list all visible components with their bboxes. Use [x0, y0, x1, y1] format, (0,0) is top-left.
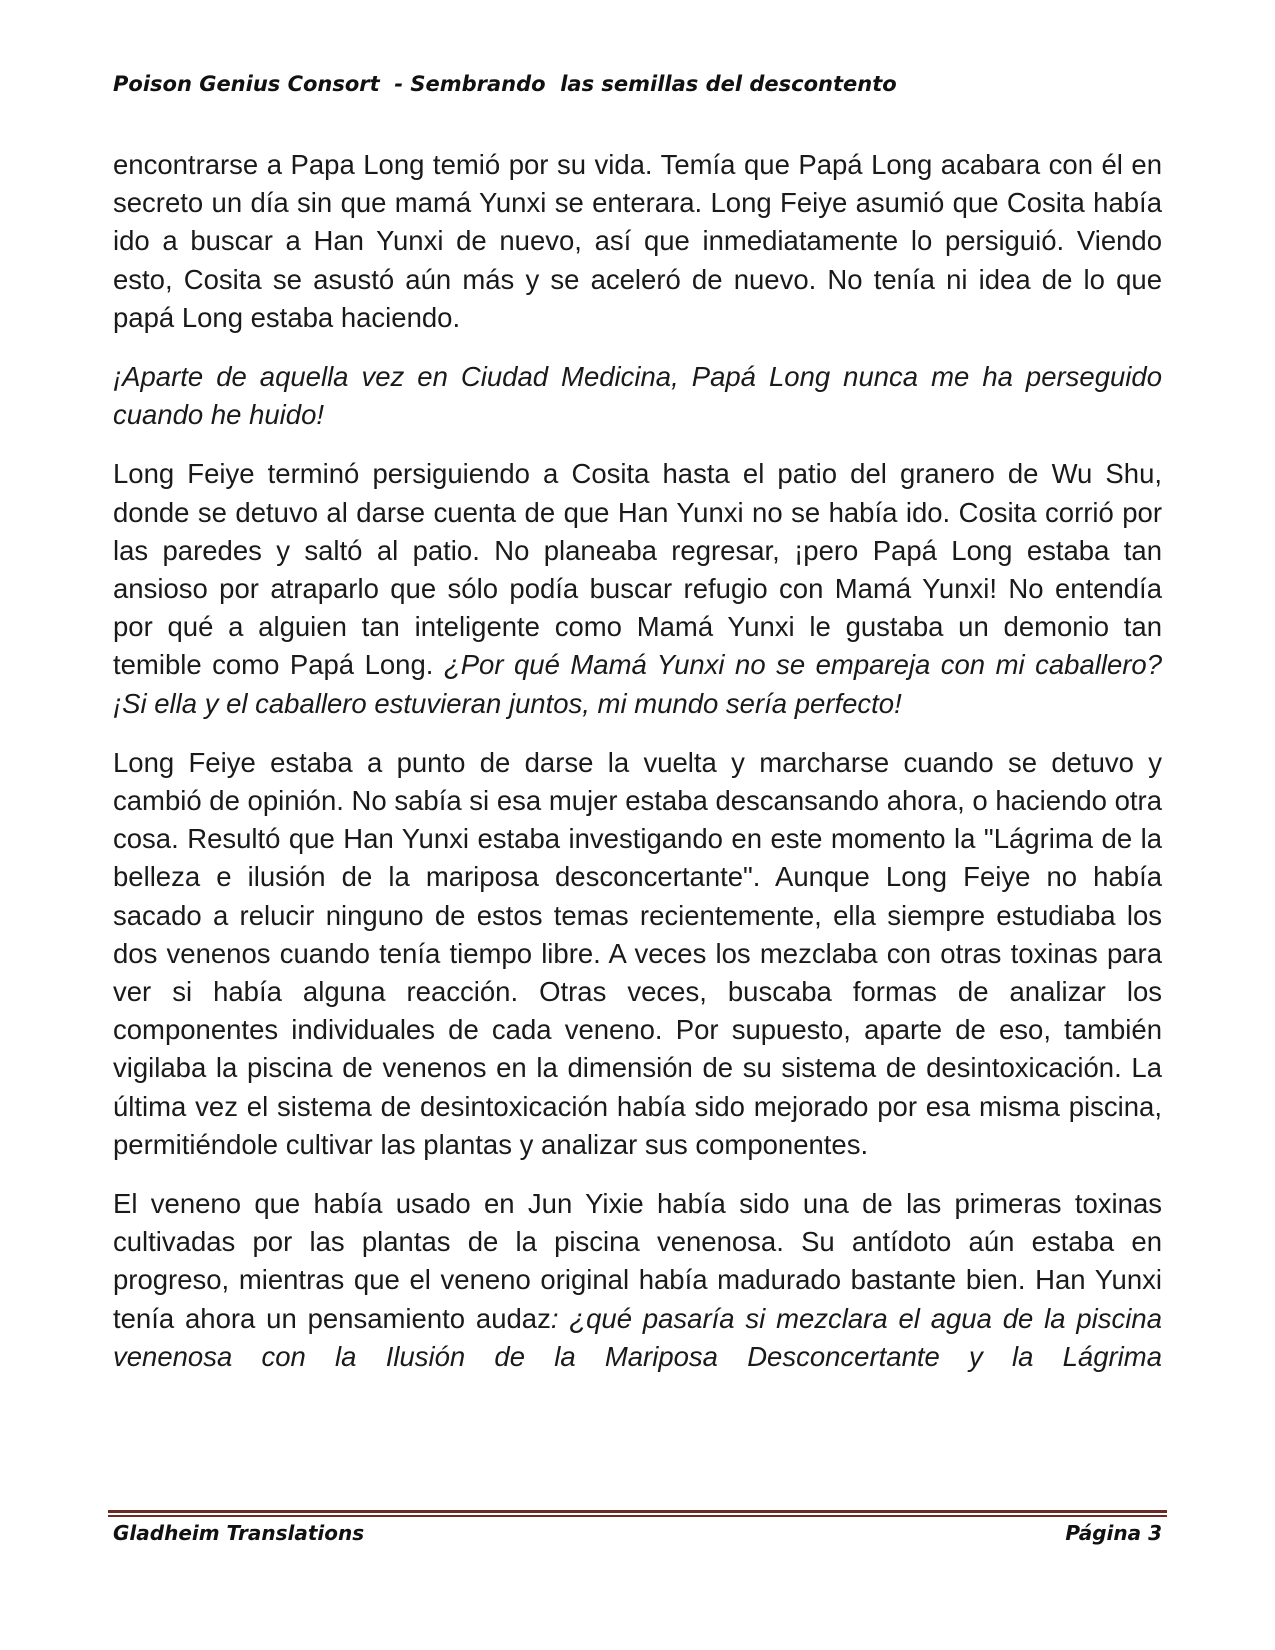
paragraph — [113, 1185, 1162, 1376]
paragraph — [113, 455, 1162, 722]
paragraph-text: encontrarse a Papa Long temió por su vida. Temía que Papá Long acabara con él en secreto un día sin que mamá Yunxi se enterara. Long Feiye asumió que Cosita había ido a buscar a Han Yunxi de nuevo, así que inmediatamente lo persiguió. Viendo esto, Cosita se asustó aún más y se aceleró de nuevo. No tenía ni idea de lo que papá Long estaba haciendo. — [113, 149, 1162, 333]
paragraph — [113, 744, 1162, 1164]
paragraph — [113, 146, 1162, 337]
paragraph-text: Long Feiye estaba a punto de darse la vuelta y marcharse cuando se detuvo y cambió de opinión. No sabía si esa mujer estaba descansando ahora, o haciendo otra cosa. Resultó que Han Yunxi estaba investigando en este momento la "Lágrima de la belleza e ilusión de la mariposa desconcertante". Aunque Long Feiye no había sacado a relucir ninguno de estos temas recientemente, ella siempre estudiaba los dos venenos cuando tenía tiempo libre. A veces los mezclaba con otras toxinas para ver si había alguna reacción. Otras veces, buscaba formas de analizar los componentes individuales de cada veneno. Por supuesto, aparte de eso, también vigilaba la piscina de venenos en la dimensión de su sistema de desintoxicación. La última vez el sistema de desintoxicación había sido mejorado por esa misma piscina, permitiéndole cultivar las plantas y analizar sus componentes. — [113, 746, 1162, 1160]
body-text — [113, 146, 1162, 1376]
paragraph — [113, 358, 1162, 434]
footer-rule-thick — [108, 1510, 1167, 1513]
paragraph-text-italic: ¿Por qué Mamá Yunxi no se empareja con mi caballero? ¡Si ella y el caballero estuvieran juntos, mi mundo sería perfecto! — [113, 649, 1162, 719]
footer-publisher: Gladheim Translations — [113, 1521, 365, 1545]
footer-rule — [108, 1510, 1167, 1517]
paragraph-text: El veneno que había usado en Jun Yixie había sido una de las primeras toxinas cultivadas por las plantas de la piscina venenosa. Su antídoto aún estaba en progreso, mientras que el veneno original había madurado bastante bien. Han Yunxi tenía ahora un pensamiento audaz — [113, 1188, 1162, 1334]
running-header: Poison Genius Consort - Sembrando las semillas del descontento — [113, 72, 897, 96]
paragraph-text-italic: : ¿qué pasaría si mezclara el agua de la piscina venenosa con la Ilusión de la Mariposa Desconcertante y la Lágrima — [113, 1302, 1162, 1372]
paragraph-text: Long Feiye terminó persiguiendo a Cosita hasta el patio del granero de Wu Shu, donde se detuvo al darse cuenta de que Han Yunxi no se había ido. Cosita corrió por las paredes y saltó al patio. No planeaba regresar, ¡pero Papá Long estaba tan ansioso por atraparlo que sólo podía buscar refugio con Mamá Yunxi! No entendía por qué a alguien tan inteligente como Mamá Yunxi le gustaba un demonio tan temible como Papá Long. — [113, 458, 1162, 681]
footer-page-number: Página 3 — [1065, 1521, 1162, 1545]
paragraph-text-italic: ¡Aparte de aquella vez en Ciudad Medicina, Papá Long nunca me ha perseguido cuando he huido! — [113, 361, 1162, 431]
footer-rule-thin — [108, 1515, 1167, 1517]
